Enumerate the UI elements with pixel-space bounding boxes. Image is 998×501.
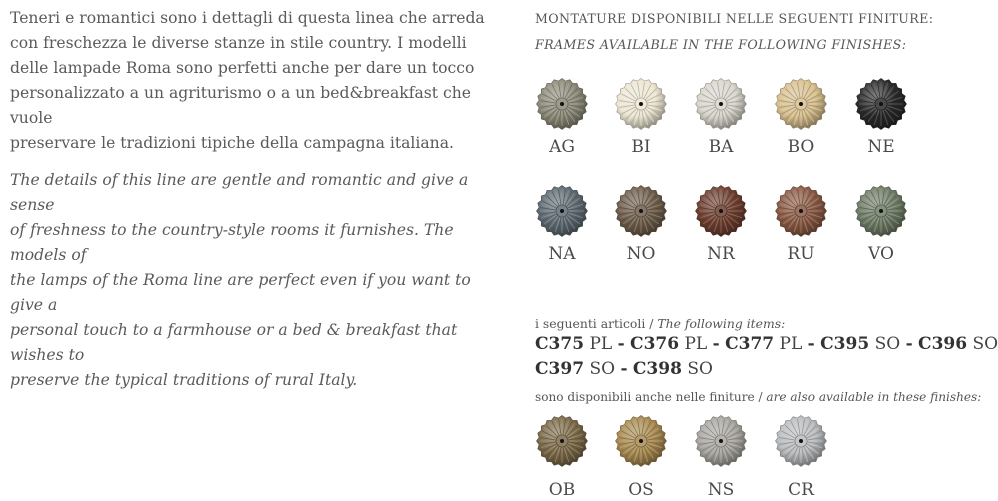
item-code: C397 [535,359,585,379]
finish-swatch-vo [854,184,908,238]
description-block [10,6,490,393]
finish-code-nr: NR [707,244,735,264]
finish-swatch-na [535,184,589,238]
item-suffix: PL [589,334,613,354]
italian-line: personalizzato a un agriturismo o a un bed&breakfast che vuole [10,84,472,127]
finish-code-ne: NE [867,137,895,157]
english-line: personal touch to a farmhouse or a bed & breakfast that wishes to [10,321,458,364]
item-suffix: SO [589,359,616,379]
finish-swatch-ns [694,414,748,468]
finish-code-ob: OB [548,480,576,500]
item-separator: - [617,334,625,354]
finish-swatch-ba [694,77,748,131]
finish-code-bo: BO [787,137,815,157]
items-intro-english: The following items: [657,316,786,331]
items-line-1 [535,334,998,354]
item-code: C376 [630,334,680,354]
items-intro [535,316,785,331]
item-code: C375 [535,334,585,354]
finish-swatch-no [614,184,668,238]
english-line: the lamps of the Roma line are perfect even if you want to give a [10,271,471,314]
items-line-2 [535,359,713,379]
finish-code-ru: RU [787,244,815,264]
finish-swatch-ag [535,77,589,131]
finish-swatch-ob [535,414,589,468]
finish-swatch-ne [854,77,908,131]
item-suffix: SO [687,359,713,379]
item-code: C395 [820,334,870,354]
finish-code-ns: NS [707,480,735,500]
item-code: C377 [725,334,775,354]
english-line: The details of this line are gentle and romantic and give a sense [10,171,469,214]
italian-description [10,6,490,156]
item-separator: - [905,334,913,354]
english-line: of freshness to the country-style rooms it furnishes. The models of [10,221,454,264]
italian-line: con freschezza le diverse stanze in stile country. I modelli [10,34,467,52]
finish-swatch-os [614,414,668,468]
finish-swatch-bo [774,77,828,131]
finish-code-os: OS [628,480,654,500]
item-suffix: SO [874,334,901,354]
finish-code-vo: VO [868,244,894,264]
finish-code-bi: BI [631,137,651,157]
finish-code-ag: AG [549,137,575,157]
finish-code-na: NA [548,244,576,264]
also-available-italian: sono disponibili anche nelle finiture / [535,390,763,404]
finish-swatch-cr [774,414,828,468]
also-available-note [535,390,981,404]
finishes-title-english: FRAMES AVAILABLE IN THE FOLLOWING FINISHES: [535,37,907,52]
finish-swatch-ru [774,184,828,238]
italian-line: Teneri e romantici sono i dettagli di questa linea che arreda [10,9,485,27]
italian-line: delle lampade Roma sono perfetti anche per dare un tocco [10,59,475,77]
item-separator: - [712,334,720,354]
item-suffix: PL [779,334,803,354]
finish-code-ba: BA [708,137,734,157]
italian-line: preservare le tradizioni tipiche della campagna italiana. [10,134,454,152]
item-suffix: SO [972,334,998,354]
finishes-title-italian: MONTATURE DISPONIBILI NELLE SEGUENTI FINITURE: [535,11,934,26]
english-description [10,168,490,393]
item-suffix: PL [684,334,708,354]
item-code: C396 [918,334,968,354]
items-intro-italian: i seguenti articoli / [535,316,654,331]
finish-code-cr: CR [788,480,814,500]
item-separator: - [807,334,815,354]
item-separator: - [620,359,628,379]
english-line: preserve the typical traditions of rural Italy. [10,371,358,389]
item-code: C398 [632,359,682,379]
finish-code-no: NO [626,244,656,264]
finish-swatch-bi [614,77,668,131]
also-available-english: are also available in these finishes: [766,390,982,404]
finish-swatch-nr [694,184,748,238]
